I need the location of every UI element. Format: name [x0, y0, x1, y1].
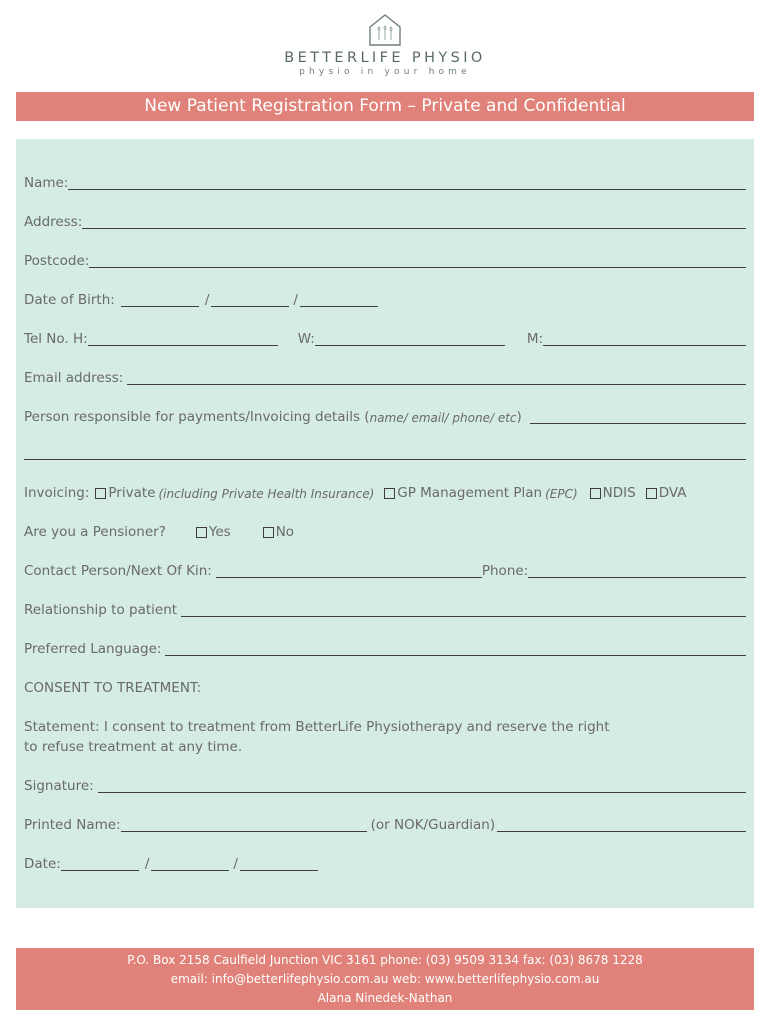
name-field[interactable] — [68, 176, 746, 190]
date-month-field[interactable] — [151, 857, 229, 871]
footer-address: P.O. Box 2158 Caulfield Junction VIC 3161 phone: (03) 9509 3134 fax: (03) 8678 1228 — [127, 953, 643, 967]
tel-work-field[interactable] — [315, 332, 505, 346]
consent-heading-row — [24, 676, 746, 698]
relationship-field[interactable] — [181, 603, 746, 617]
printed-name-row — [24, 813, 746, 835]
tel-mobile-field[interactable] — [543, 332, 746, 346]
language-label: Preferred Language: — [24, 641, 162, 657]
payer-row-2 — [24, 441, 746, 463]
tel-mobile-label: M: — [526, 331, 544, 347]
payer-hint: name/ email/ phone/ etc — [369, 411, 517, 425]
kin-row — [24, 559, 746, 581]
form-title: New Patient Registration Form – Private and Confidential — [16, 92, 754, 121]
address-row — [24, 210, 746, 232]
house-icon — [367, 12, 403, 48]
payer-field[interactable] — [530, 410, 746, 424]
dob-slash: / — [293, 292, 298, 308]
dob-month-field[interactable] — [211, 293, 289, 307]
footer-contact: email: info@betterlifephysio.com.au web: www.betterlifephysio.com.au — [170, 972, 600, 986]
name-label: Name: — [24, 175, 69, 191]
brand-name: BETTERLIFE PHYSIO — [284, 50, 486, 66]
private-checkbox[interactable] — [95, 488, 106, 499]
signature-row — [24, 774, 746, 796]
postcode-field[interactable] — [89, 254, 746, 268]
brand-tagline: physio in your home — [299, 67, 471, 77]
tel-home-field[interactable] — [88, 332, 278, 346]
email-field[interactable] — [127, 371, 746, 385]
consent-heading: CONSENT TO TREATMENT: — [24, 680, 202, 696]
date-day-field[interactable] — [61, 857, 139, 871]
dob-row — [24, 288, 746, 310]
kin-label: Contact Person/Next Of Kin: — [24, 563, 212, 579]
dob-day-field[interactable] — [121, 293, 199, 307]
no-checkbox[interactable] — [263, 527, 274, 538]
dva-checkbox[interactable] — [646, 488, 657, 499]
invoicing-private-option[interactable] — [95, 485, 374, 503]
footer-name: Alana Ninedek-Nathan — [317, 991, 453, 1005]
email-row — [24, 366, 746, 388]
dva-label: DVA — [658, 485, 687, 501]
guardian-field[interactable] — [497, 818, 746, 832]
kin-field[interactable] — [216, 564, 482, 578]
printed-name-label: Printed Name: — [24, 817, 121, 833]
kin-phone-label: Phone: — [481, 563, 529, 579]
guardian-label: (or NOK/Guardian) — [370, 817, 496, 833]
payer-close: ) — [516, 409, 522, 425]
address-field[interactable] — [82, 215, 746, 229]
address-label: Address: — [24, 214, 83, 230]
invoicing-row — [24, 481, 746, 503]
ndis-checkbox[interactable] — [590, 488, 601, 499]
logo-block — [0, 12, 770, 77]
language-row — [24, 637, 746, 659]
pensioner-label: Are you a Pensioner? — [24, 524, 166, 540]
signature-field[interactable] — [98, 779, 746, 793]
date-slash: / — [233, 856, 238, 872]
tel-row — [24, 327, 746, 349]
statement-row-2 — [24, 735, 746, 757]
form-panel — [16, 139, 754, 908]
pensioner-yes-option[interactable] — [196, 524, 231, 542]
private-label: Private — [108, 485, 156, 501]
gp-checkbox[interactable] — [384, 488, 395, 499]
kin-phone-field[interactable] — [528, 564, 746, 578]
date-label: Date: — [24, 856, 61, 872]
signature-label: Signature: — [24, 778, 94, 794]
consent-statement-continued: to refuse treatment at any time. — [24, 739, 243, 755]
no-label: No — [275, 524, 295, 540]
invoicing-ndis-option[interactable] — [590, 485, 636, 503]
invoicing-gp-option[interactable] — [384, 485, 577, 503]
payer-field-2[interactable] — [24, 446, 746, 460]
date-year-field[interactable] — [240, 857, 318, 871]
postcode-label: Postcode: — [24, 253, 90, 269]
tel-home-label: Tel No. H: — [24, 331, 88, 347]
private-hint: (including Private Health Insurance) — [158, 487, 375, 501]
email-label: Email address: — [24, 370, 124, 386]
gp-hint: (EPC) — [545, 487, 578, 501]
yes-checkbox[interactable] — [196, 527, 207, 538]
tel-work-label: W: — [297, 331, 315, 347]
ndis-label: NDIS — [602, 485, 636, 501]
date-slash: / — [144, 856, 150, 872]
invoicing-label: Invoicing: — [24, 485, 90, 501]
language-field[interactable] — [165, 642, 746, 656]
dob-label: Date of Birth: — [24, 292, 115, 308]
printed-name-field[interactable] — [121, 818, 367, 832]
yes-label: Yes — [208, 524, 231, 540]
name-row — [24, 171, 746, 193]
dob-slash: / — [204, 292, 210, 308]
consent-statement: Statement: I consent to treatment from BetterLife Physiotherapy and reserve the right — [24, 719, 610, 735]
relationship-label: Relationship to patient — [24, 602, 178, 618]
pensioner-no-option[interactable] — [263, 524, 294, 542]
payer-label: Person responsible for payments/Invoicing details ( — [24, 409, 370, 425]
postcode-row — [24, 249, 746, 271]
date-row — [24, 852, 746, 874]
relationship-row — [24, 598, 746, 620]
pensioner-row — [24, 520, 746, 542]
invoicing-dva-option[interactable] — [646, 485, 687, 503]
payer-row — [24, 405, 746, 427]
dob-year-field[interactable] — [300, 293, 378, 307]
footer — [16, 948, 754, 1010]
statement-row-1 — [24, 715, 746, 737]
gp-label: GP Management Plan — [397, 485, 543, 501]
